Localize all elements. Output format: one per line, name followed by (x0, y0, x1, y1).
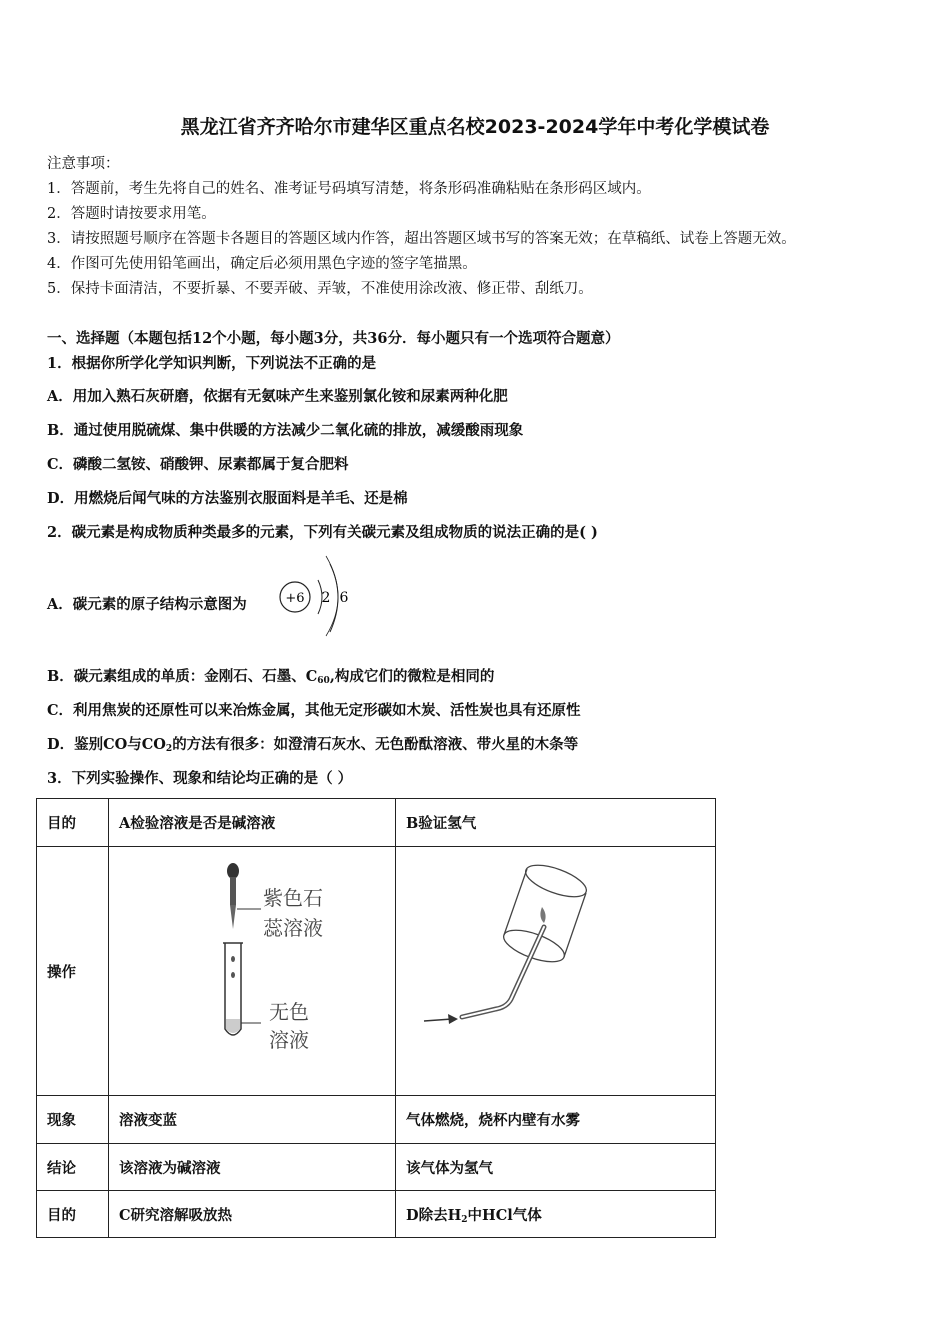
note-item-3: 3．请按照题号顺序在答题卡各题目的答题区域内作答，超出答题区域书写的答案无效；在草稿纸、试卷上答题无效。 (47, 231, 796, 247)
q2-option-b: B．碳元素组成的单质：金刚石、石墨、$C_{60}$,构成它们的微粒是相同的 (47, 668, 495, 686)
drop-1 (231, 956, 235, 962)
table-cell: D除去$H_2$中HCl气体 (396, 1191, 716, 1238)
dropper-figure-cell (109, 847, 396, 1096)
q1-option-d: D．用燃烧后闻气味的方法鉴别衣服面料是羊毛、还是棉 (47, 490, 408, 507)
row-label: 现象 (37, 1096, 109, 1144)
row-label: 操作 (37, 847, 109, 1096)
drop-2 (231, 972, 235, 978)
q1-option-a: A．用加入熟石灰研磨，依据有无氨味产生来鉴别氯化铵和尿素两种化肥 (47, 388, 508, 405)
carbon-atom-diagram (278, 552, 358, 638)
dropper-label-line1: 紫色石 (263, 886, 323, 910)
dropper-label-line2: 蕊溶液 (263, 916, 323, 940)
table-row (37, 799, 716, 847)
table-cell: 气体燃烧，烧杯内壁有水雾 (396, 1096, 716, 1144)
note-item-1: 1．答题前，考生先将自己的姓名、准考证号码填写清楚，将条形码准确粘贴在条形码区域内。 (47, 181, 651, 197)
q1-option-b: B．通过使用脱硫煤、集中供暖的方法减少二氧化硫的排放，减缓酸雨现象 (47, 422, 524, 439)
tube-label-line2: 溶液 (269, 1028, 309, 1052)
nucleus-charge: +6 (285, 591, 305, 606)
row-label: 目的 (37, 1191, 109, 1238)
beaker-figure-cell (396, 847, 716, 1096)
table-cell: C研究溶解吸放热 (109, 1191, 396, 1238)
q3-stem: 3．下列实验操作、现象和结论均正确的是（ ） (47, 770, 353, 787)
table-row (37, 1096, 716, 1144)
q1-option-c: C．磷酸二氢铵、硝酸钾、尿素都属于复合肥料 (47, 456, 349, 473)
tube-label-line1: 无色 (269, 1000, 309, 1024)
table-cell: 该溶液为碱溶液 (109, 1144, 396, 1191)
dropper-test-tube-illustration (109, 847, 389, 1091)
shell-1-count: 2 (321, 590, 331, 606)
row-label: 结论 (37, 1144, 109, 1191)
gas-flow-arrow (424, 1019, 452, 1021)
beaker-flame-illustration (396, 847, 714, 1091)
dropper-stem (230, 877, 236, 905)
q2-option-c: C．利用焦炭的还原性可以来冶炼金属，其他无定形碳如木炭、活性炭也具有还原性 (47, 702, 581, 719)
table-row (37, 1191, 716, 1238)
q1-stem: 1．根据你所学化学知识判断，下列说法不正确的是 (47, 355, 377, 372)
q2-option-d: D．鉴别CO与$CO_2$的方法有很多：如澄清石灰水、无色酚酞溶液、带火星的木条等 (47, 736, 579, 754)
shell-2-count: 6 (339, 590, 349, 606)
table-cell: B验证氢气 (396, 799, 716, 847)
q2-option-a: A．碳元素的原子结构示意图为 (47, 596, 247, 613)
dropper-bulb (227, 863, 239, 879)
table-cell: A检验溶液是否是碱溶液 (109, 799, 396, 847)
table-row (37, 1144, 716, 1191)
table-cell: 该气体为氢气 (396, 1144, 716, 1191)
gas-tube (462, 927, 544, 1017)
page-title: 黑龙江省齐齐哈尔市建华区重点名校2023-2024学年中考化学模试卷 (180, 116, 770, 138)
beaker-top (522, 859, 590, 903)
table-cell: 溶液变蓝 (109, 1096, 396, 1144)
note-item-2: 2．答题时请按要求用笔。 (47, 206, 216, 222)
row-label: 目的 (37, 799, 109, 847)
q2-stem: 2．碳元素是构成物质种类最多的元素，下列有关碳元素及组成物质的说法正确的是( ) (47, 524, 598, 541)
notes-heading: 注意事项： (47, 156, 120, 172)
section-heading: 一、选择题（本题包括12个小题，每小题3分，共36分．每小题只有一个选项符合题意） (47, 330, 620, 347)
dropper-tip (230, 905, 236, 929)
note-item-4: 4．作图可先使用铅笔画出，确定后必须用黑色字迹的签字笔描黑。 (47, 256, 477, 272)
table-row (37, 847, 716, 1096)
note-item-5: 5．保持卡面清洁，不要折暴、不要弄破、弄皱，不准使用涂改液、修正带、刮纸刀。 (47, 281, 593, 297)
tube-liquid (226, 1019, 240, 1033)
flame (540, 907, 545, 923)
experiment-table (36, 798, 716, 1238)
